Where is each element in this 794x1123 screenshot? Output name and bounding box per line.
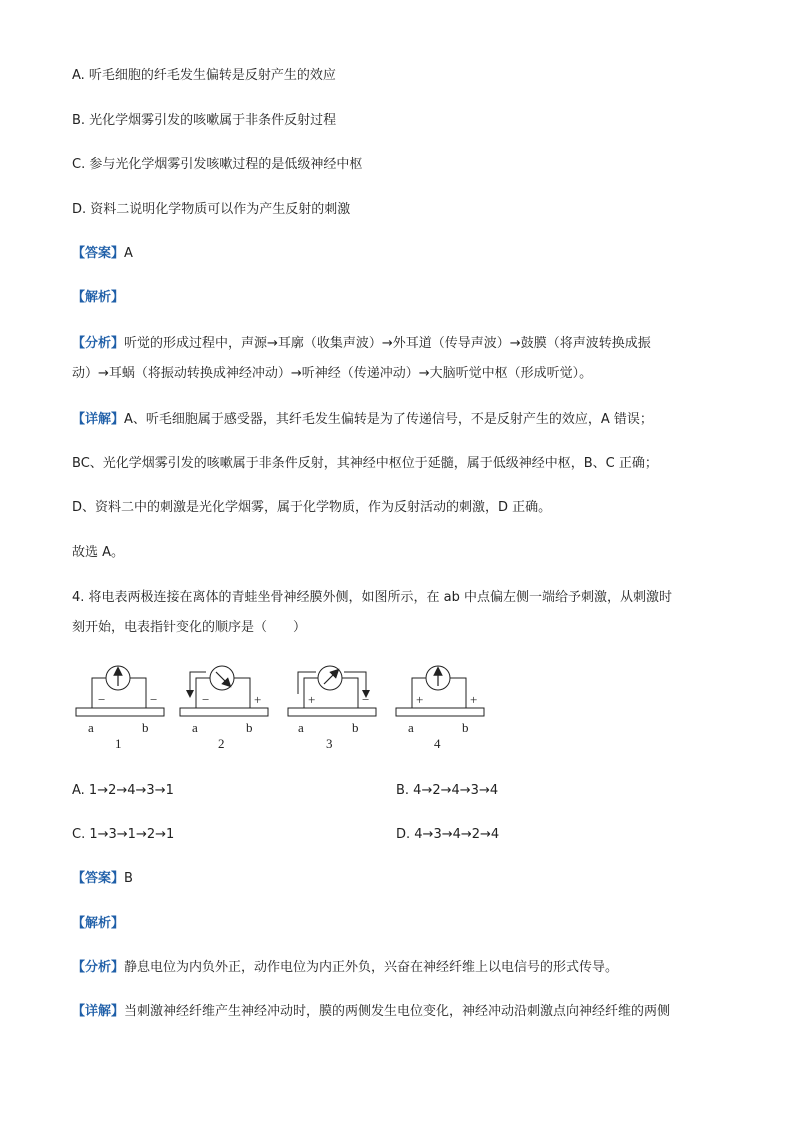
xiangjie-text: 当刺激神经纤维产生神经冲动时，膜的两侧发生电位变化，神经冲动沿刺激点向神经纤维的两侧 (124, 1004, 671, 1019)
right-sign: − (362, 692, 370, 707)
label-a: a (88, 720, 94, 735)
q4-answer-line (72, 869, 133, 889)
q4-stem-line2: 刻开始，电表指针变化的顺序是（ ） (72, 620, 307, 635)
q3-conclusion: 故选 A。 (72, 545, 125, 560)
label-b: b (142, 720, 149, 735)
label-b: b (246, 720, 253, 735)
nerve-fiber (396, 708, 484, 716)
q3-analysis-heading (72, 288, 124, 308)
right-sign: + (254, 692, 262, 707)
analysis-tag: 【解析】 (72, 916, 125, 931)
figure-4 (396, 666, 484, 751)
fenxi-tag: 【分析】 (72, 336, 125, 351)
label-a: a (408, 720, 414, 735)
figure-number: 2 (218, 736, 225, 751)
option-d-prev: D. 资料二说明化学物质可以作为产生反射的刺激 (72, 202, 351, 217)
q3-fenxi-line1 (72, 334, 651, 354)
xiangjie-tag: 【详解】 (72, 1004, 125, 1019)
q4-option-a: A. 1→2→4→3→1 (72, 783, 174, 798)
q3-xiangjie-line2: BC、光化学烟雾引发的咳嗽属于非条件反射，其神经中枢位于延髓，属于低级神经中枢，B、C 正确； (72, 456, 658, 471)
q3-xiangjie-line3: D、资料二中的刺激是光化学烟雾，属于化学物质，作为反射活动的刺激，D 正确。 (72, 500, 552, 515)
q4-option-d: D. 4→3→4→2→4 (396, 827, 500, 842)
option-a-prev: A. 听毛细胞的纤毛发生偏转是反射产生的效应 (72, 68, 336, 83)
option-c-prev: C. 参与光化学烟雾引发咳嗽过程的是低级神经中枢 (72, 157, 363, 172)
q4-figure-group (70, 660, 500, 760)
figure-3 (288, 666, 376, 751)
figure-number: 3 (326, 736, 333, 751)
nerve-fiber (180, 708, 268, 716)
nerve-meter-diagrams (70, 660, 500, 760)
fenxi-tag: 【分析】 (72, 960, 125, 975)
q4-analysis-heading (72, 914, 124, 934)
label-a: a (192, 720, 198, 735)
fenxi-text: 听觉的形成过程中，声源→耳廓（收集声波）→外耳道（传导声波）→鼓膜（将声波转换成振 (124, 336, 651, 351)
fenxi-text: 静息电位为内负外正，动作电位为内正外负，兴奋在神经纤维上以电信号的形式传导。 (124, 960, 619, 975)
q3-answer-line (72, 244, 133, 264)
figure-2 (180, 666, 268, 751)
label-b: b (462, 720, 469, 735)
xiangjie-tag: 【详解】 (72, 412, 125, 427)
figure-number: 4 (434, 736, 441, 751)
figure-1 (76, 666, 164, 751)
left-sign: + (308, 692, 316, 707)
label-b: b (352, 720, 359, 735)
q4-option-b: B. 4→2→4→3→4 (396, 783, 499, 798)
q3-xiangjie-line1 (72, 410, 653, 430)
xiangjie-text: A、听毛细胞属于感受器，其纤毛发生偏转是为了传递信号，不是反射产生的效应，A 错误； (124, 412, 653, 427)
figure-number: 1 (115, 736, 122, 751)
right-sign: + (470, 692, 478, 707)
answer-tag: 【答案】 (72, 871, 125, 886)
left-sign: − (98, 692, 106, 707)
q4-fenxi-line (72, 958, 618, 978)
answer-value: B (124, 871, 133, 886)
nerve-fiber (288, 708, 376, 716)
left-sign: − (202, 692, 210, 707)
q4-stem-line1: 4. 将电表两极连接在离体的青蛙坐骨神经膜外侧，如图所示，在 ab 中点偏左侧一端给予刺激，从刺激时 (72, 590, 673, 605)
left-sign: + (416, 692, 424, 707)
option-b-prev: B. 光化学烟雾引发的咳嗽属于非条件反射过程 (72, 113, 337, 128)
q4-xiangjie-line (72, 1002, 670, 1022)
label-a: a (298, 720, 304, 735)
answer-tag: 【答案】 (72, 246, 125, 261)
nerve-fiber (76, 708, 164, 716)
answer-value: A (124, 246, 133, 261)
right-sign: − (150, 692, 158, 707)
q4-option-c: C. 1→3→1→2→1 (72, 827, 175, 842)
q3-fenxi-line2: 动）→耳蜗（将振动转换成神经冲动）→听神经（传递冲动）→大脑听觉中枢（形成听觉）。 (72, 366, 593, 381)
analysis-tag: 【解析】 (72, 290, 125, 305)
